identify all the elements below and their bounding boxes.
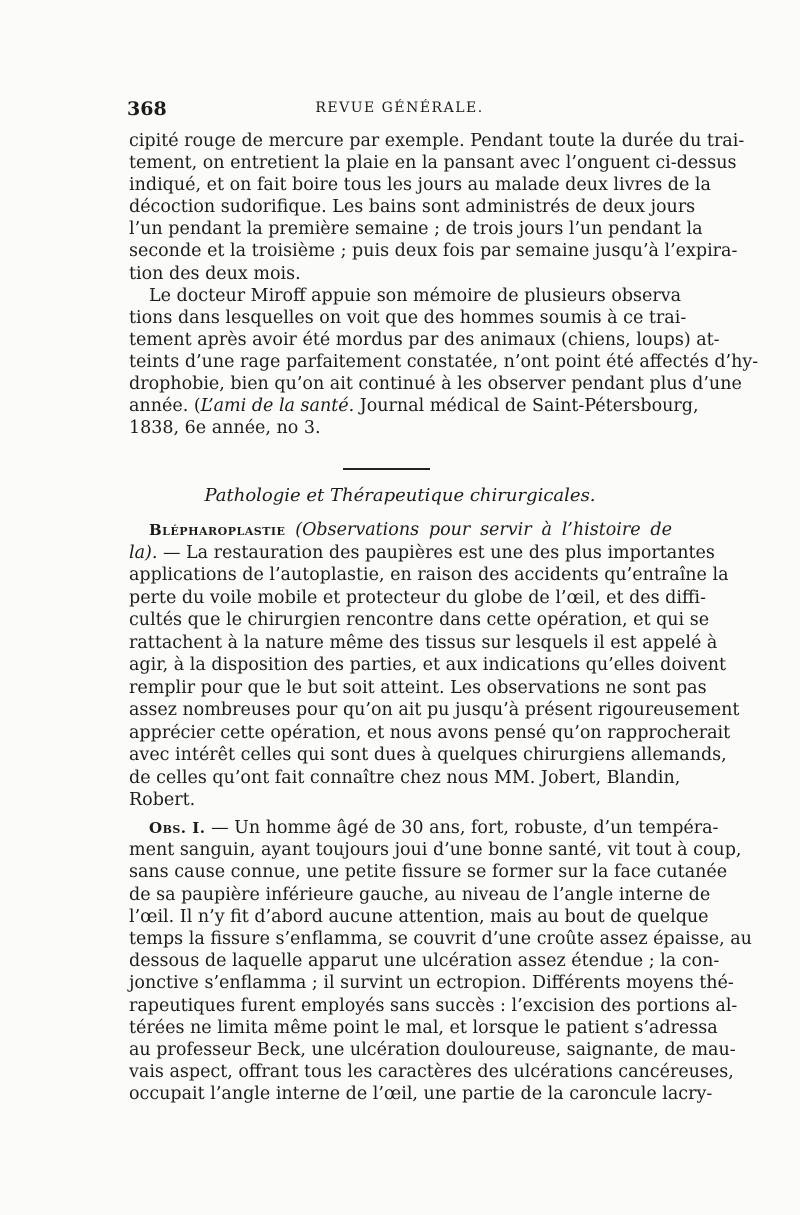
text-line: jonctive s’enflamma ; il survint un ectropion. Différents moyens thé- xyxy=(129,973,734,994)
text-line: au professeur Beck, une ulcération douloureuse, saignante, de mau- xyxy=(129,1040,736,1061)
text-line: l’œil. Il n’y fit d’abord aucune attention, mais au bout de quelque xyxy=(129,906,709,927)
text-fragment: la). xyxy=(129,542,158,563)
text-line: Robert. xyxy=(129,790,196,810)
text-line: ment sanguin, ayant toujours joui d’une bonne santé, vit tout à coup, xyxy=(129,840,742,861)
text-line: cipité rouge de mercure par exemple. Pendant toute la durée du trai- xyxy=(129,131,745,151)
text-line: cultés que le chirurgien rencontre dans cette opération, et qui se xyxy=(129,610,710,630)
text-line: avec intérêt celles qui sont dues à quelques chirurgiens allemands, xyxy=(129,745,727,765)
running-head: REVUE GÉNÉRALE. xyxy=(315,100,484,116)
text-line: teints d’une rage parfaitement constatée, n’ont point été affectés d’hy- xyxy=(129,351,759,372)
journal-title: L’ami de la santé. xyxy=(200,396,355,417)
text-fragment: (Observations pour servir à l’histoire de xyxy=(295,520,672,540)
text-fragment: — La restauration des paupières est une des plus importantes xyxy=(157,542,715,563)
text-line: rattachent à la nature même des tissus sur lesquels il est appelé à xyxy=(129,632,718,653)
text-line: tion des deux mois. xyxy=(129,263,301,284)
text-line: perte du voile mobile et protecteur du globe de l’œil, et des diffi- xyxy=(129,587,706,608)
observation-label: Obs. I. xyxy=(149,819,206,837)
text-line: tions dans lesquelles on voit que des hommes soumis à ce trai- xyxy=(129,307,687,328)
text-line: drophobie, bien qu’on ait continué à les observer pendant plus d’une xyxy=(129,374,742,395)
article-heading: Blépharoplastie xyxy=(149,521,286,539)
text-line: indiqué, et on fait boire tous les jours au malade deux livres de la xyxy=(129,175,711,196)
text-line xyxy=(129,542,715,565)
section-title: Pathologie et Thérapeutique chirurgicales. xyxy=(204,485,596,506)
text-fragment: — Un homme âgé de 30 ans, fort, robuste, d’un tempéra- xyxy=(205,818,719,838)
text-line: occupait l’angle interne de l’œil, une partie de la caroncule lacry- xyxy=(129,1084,713,1105)
text-line: applications de l’autoplastie, en raison des accidents qu’entraîne la xyxy=(129,565,729,585)
text-line: agir, à la disposition des parties, et aux indications qu’elles doivent xyxy=(129,655,727,675)
text-line: temps la fissure s’enflamma, se couvrit d’une croûte assez épaisse, au xyxy=(129,929,752,950)
text-line xyxy=(129,395,699,417)
page-number: 368 xyxy=(127,98,167,120)
text-line: seconde et la troisième ; puis deux fois par semaine jusqu’à l’expira- xyxy=(129,241,738,262)
text-block-top xyxy=(129,130,759,439)
text-line: vais aspect, offrant tous les caractères des ulcérations cancéreuses, xyxy=(129,1062,734,1083)
section-divider xyxy=(343,468,430,470)
text-line: assez nombreuses pour qu’on ait pu jusqu’à présent rigoureusement xyxy=(129,700,740,720)
text-line: tement, on entretient la plaie en la pansant avec l’onguent ci-dessus xyxy=(129,153,737,174)
text-block-middle xyxy=(129,519,740,812)
text-line: apprécier cette opération, et nous avons pensé qu’on rapprocherait xyxy=(129,722,731,743)
text-line: térées ne limita même point le mal, et lorsque le patient s’adressa xyxy=(129,1017,718,1038)
text-fragment: Journal médical de Saint-Pétersbourg, xyxy=(354,396,699,417)
text-line: sans cause connue, une petite fissure se former sur la face cutanée xyxy=(129,862,728,883)
text-line: dessous de laquelle apparut une ulcération assez étendue ; la con- xyxy=(129,951,720,972)
text-line: 1838, 6e année, no 3. xyxy=(129,418,321,439)
text-block-bottom xyxy=(129,817,752,1106)
text-line: remplir pour que le but soit atteint. Les observations ne sont pas xyxy=(129,677,707,698)
page-header xyxy=(127,98,672,122)
text-line: l’un pendant la première semaine ; de trois jours l’un pendant la xyxy=(129,219,703,240)
text-line: tement après avoir été mordus par des animaux (chiens, loups) at- xyxy=(129,329,720,350)
text-line: rapeutiques furent employés sans succès : l’excision des portions al- xyxy=(129,995,738,1016)
text-line: de celles qu’ont fait connaître chez nous MM. Jobert, Blandin, xyxy=(129,767,681,788)
text-line: Le docteur Miroff appuie son mémoire de plusieurs observa xyxy=(149,285,682,306)
text-line xyxy=(129,519,672,542)
text-line: de sa paupière inférieure gauche, au niveau de l’angle interne de xyxy=(129,884,711,905)
text-line xyxy=(129,817,719,839)
text-line: décoction sudorifique. Les bains sont administrés de deux jours xyxy=(129,197,696,218)
text-fragment: année. ( xyxy=(129,396,201,417)
